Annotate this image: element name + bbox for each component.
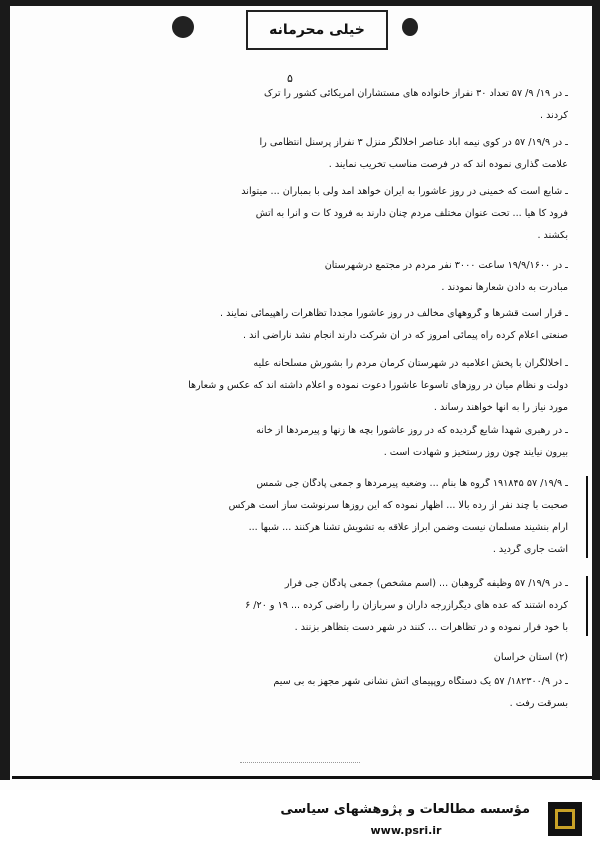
scan-left-border bbox=[0, 0, 10, 780]
text-line: دولت و نظام میان در روزهای تاسوعا عاشورا دعوت نموده و اعلام داشته اند که عکس و شعارها bbox=[188, 380, 568, 391]
emblem-icon bbox=[402, 18, 418, 36]
seal-icon bbox=[172, 16, 194, 38]
text-line: ـ در ۱۹/۹/ ۵۷ در کوی نیمه آباد عناصر اخلالگر منزل ۳ نفراز پرسنل انتظامی را bbox=[259, 137, 568, 148]
page-number: ۵ bbox=[287, 72, 293, 85]
text-line: صنعتی اعلام کرده راه پیمائی امروز که در آن شرکت دارند انجام نشد ناراضی اند . bbox=[243, 330, 568, 341]
text-line: ـ شایع است که خمینی در روز عاشورا به ایران خواهد آمد ولی با بمباران ... میتواند bbox=[241, 186, 568, 197]
classification-stamp: خیلی محرمانه bbox=[246, 10, 388, 50]
text-line: بسرقت رفت . bbox=[509, 698, 568, 709]
text-line: علامت گذاری نموده اند که در فرصت مناسب تخریب نمایند . bbox=[328, 159, 568, 170]
margin-bracket bbox=[586, 476, 588, 558]
text-line: ـ در ۱۸۲۳۰۰/۹/ ۵۷ یک دستگاه روپپیمای آتش نشانی شهر مجهز به بی سیم bbox=[273, 676, 568, 687]
text-line: ـ در ۱۹/۹/ ۵۷ وظیفه گروهبان ... (اسم مشخص) جمعی پادگان جی فرار bbox=[284, 578, 568, 589]
document-bottom-rule bbox=[12, 776, 592, 779]
text-line: ـ در ۱۹/ ۹/ ۵۷ تعداد ۳۰ نفراز خانواده های مستشاران آمریکائی کشور را ترک bbox=[264, 88, 568, 99]
text-line: بیرون نیایند چون روز رستخیز و شهادت است . bbox=[383, 447, 568, 458]
text-line: اشت جاری گردید . bbox=[492, 544, 568, 555]
text-line: مبادرت به دادن شعارها نمودند . bbox=[441, 282, 568, 293]
text-line: ـ اخلالگران با پخش اعلامیه در شهرستان کرمان مردم را بشورش مسلحانه علیه bbox=[253, 358, 568, 369]
scan-right-border bbox=[592, 0, 600, 780]
text-line: ـ در ۱۹/۹/۱۶۰۰ ساعت ۳۰۰۰ نفر مردم در مجتمع درشهرستان bbox=[324, 260, 568, 271]
website-link[interactable]: www.psri.ir bbox=[370, 824, 442, 837]
text-line: ـ قرار است قشرها و گروههای مخالف در روز عاشورا مجدداً تظاهرات راهپیمائی نمایند . bbox=[219, 308, 568, 319]
text-line: فرود کا هیا ... تحت عنوان مختلف مردم چنان دارند به فرود کا ت و آنرا به آتش bbox=[255, 208, 568, 219]
text-line: بکشند . bbox=[537, 230, 568, 241]
footer-bar bbox=[0, 790, 600, 853]
text-line: ـ در رهبری شهدا شایع گردیده که در روز عاشورا بچه ها زنها و پیرمردها از خانه bbox=[256, 425, 568, 436]
text-line: مورد نیاز را به آنها خواهند رساند . bbox=[433, 402, 568, 413]
organization-name: مؤسسه مطالعات و پژوهشهای سیاسی bbox=[280, 802, 530, 817]
text-line: آرام بنشیند مسلمان نیست وضمن ابراز علاقه به تشویش تشنا هرکنند ... شبها ... bbox=[248, 522, 568, 533]
text-line: (۲) استان خراسان bbox=[493, 652, 568, 663]
faint-signature-line bbox=[240, 762, 360, 769]
text-line: کردند . bbox=[540, 110, 568, 121]
text-line: کرده اشتند که عده های دیگرازرجه داران و سربازان را راضی کرده ... ۱۹ و ۲۰/ ۶ bbox=[245, 600, 568, 611]
organization-logo-icon bbox=[548, 802, 582, 836]
text-line: با خود فرار نموده و در تظاهرات ... کنند در شهر دست بتظاهر بزنند . bbox=[294, 622, 568, 633]
scan-top-border bbox=[0, 0, 600, 6]
text-line: صحبت با چند نفر از رده بالا ... اظهار نموده که این روزها سرنوشت ساز است هرکس bbox=[228, 500, 568, 511]
text-line: ـ ۱۹/۹/ ۵۷ ۱۹۱۸۴۵ گروه ها بنام ... وضعیه پیرمردها و جمعی پادگان جی شمس bbox=[256, 478, 568, 489]
margin-bracket bbox=[586, 576, 588, 636]
